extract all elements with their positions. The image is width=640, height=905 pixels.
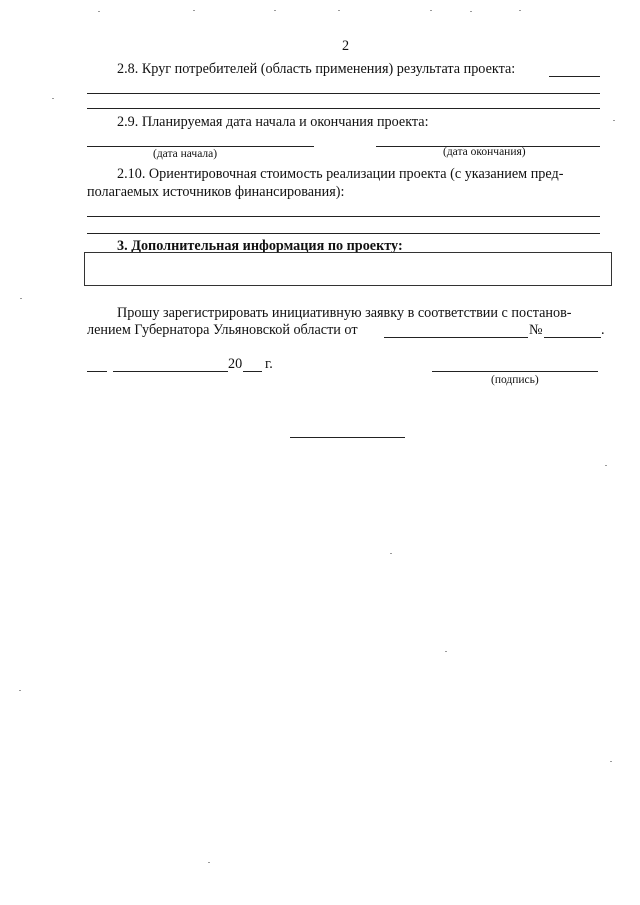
item-2-10-line-1: 2.10. Ориентировочная стоимость реализации проекта (с указанием пред-: [117, 166, 564, 182]
start-date-field[interactable]: [87, 146, 314, 147]
additional-info-box[interactable]: [84, 252, 612, 286]
month-field[interactable]: [113, 371, 228, 372]
item-2-10-line-2: полагаемых источников финансирования):: [87, 184, 345, 200]
request-period: .: [601, 322, 605, 338]
scan-speck: [274, 10, 276, 11]
item-2-8-blank-line-2[interactable]: [87, 108, 600, 109]
item-2-8-inline-blank[interactable]: [549, 76, 600, 77]
scan-speck: [19, 690, 21, 691]
scan-speck: [98, 11, 100, 12]
year-suffix: г.: [265, 356, 273, 372]
resolution-date-field[interactable]: [384, 337, 528, 338]
scan-speck: [613, 120, 615, 121]
scan-speck: [610, 761, 612, 762]
scan-speck: [605, 465, 607, 466]
signature-field[interactable]: [432, 371, 598, 372]
signature-caption: (подпись): [491, 374, 539, 386]
resolution-number-field[interactable]: [544, 337, 601, 338]
section-3-title: 3. Дополнительная информация по проекту:: [117, 238, 403, 254]
scan-speck: [20, 298, 22, 299]
closing-separator: [290, 437, 405, 438]
number-sign: №: [529, 322, 543, 338]
item-2-8-label: 2.8. Круг потребителей (область применения) результата проекта:: [117, 61, 516, 77]
item-2-10-blank-line-1[interactable]: [87, 216, 600, 217]
scan-speck: [52, 98, 54, 99]
request-line-1: Прошу зарегистрировать инициативную заявку в соответствии с постанов-: [117, 305, 572, 321]
year-field[interactable]: [243, 371, 262, 372]
item-2-9-label: 2.9. Планируемая дата начала и окончания проекта:: [117, 114, 429, 130]
end-date-caption: (дата окончания): [443, 146, 526, 158]
scan-speck: [338, 10, 340, 11]
day-field[interactable]: [87, 371, 107, 372]
year-prefix: 20: [228, 356, 243, 372]
item-2-8-blank-line-1[interactable]: [87, 93, 600, 94]
request-line-2: лением Губернатора Ульяновской области от: [87, 322, 358, 338]
scan-speck: [470, 11, 472, 12]
scan-speck: [519, 10, 521, 11]
scan-speck: [193, 10, 195, 11]
item-2-10-blank-line-2[interactable]: [87, 233, 600, 234]
scan-speck: [445, 651, 447, 652]
start-date-caption: (дата начала): [153, 148, 218, 160]
page-number: 2: [342, 38, 350, 54]
scan-speck: [430, 10, 432, 11]
scan-speck: [390, 553, 392, 554]
scan-speck: [208, 862, 210, 863]
